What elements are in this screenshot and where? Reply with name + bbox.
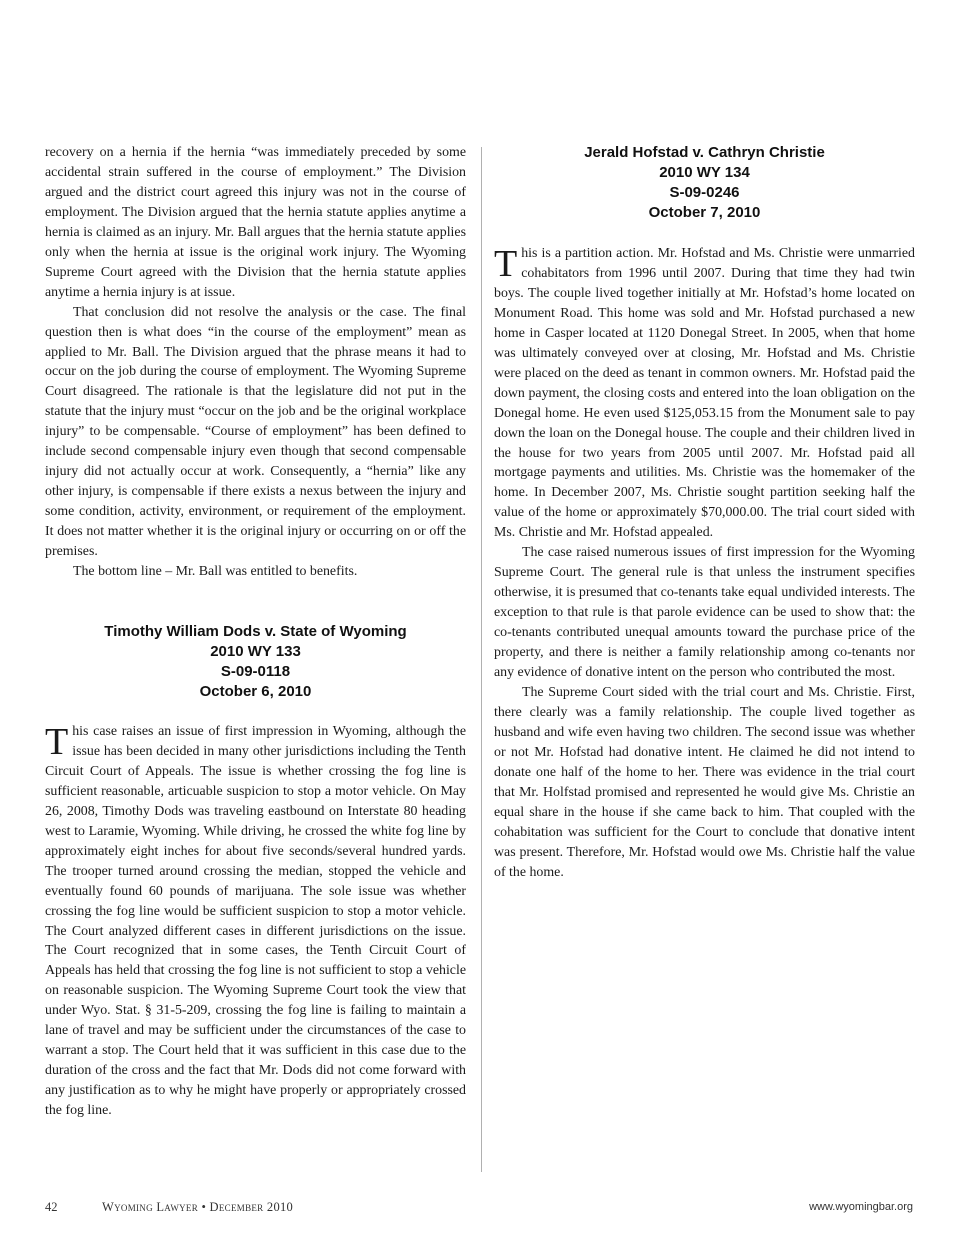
page-footer <box>45 1198 913 1216</box>
right-column <box>494 143 915 883</box>
drop-cap: T <box>45 720 69 763</box>
case-body-dods <box>45 722 466 1121</box>
website-link[interactable]: www.wyomingbar.org <box>809 1201 913 1213</box>
page-number: 42 <box>45 1200 58 1214</box>
drop-cap: T <box>494 243 518 285</box>
case-docket: S-09-0118 <box>220 662 291 680</box>
case-citation: 2010 WY 133 <box>210 642 301 660</box>
case-header-hofstad <box>494 143 915 223</box>
left-column <box>45 143 466 1121</box>
column-divider <box>481 147 482 1172</box>
body-paragraph: The case raised numerous issues of first impression for the Wyoming Supreme Court. The general rule is that unless the instrument specifies otherwise, it is presumed that co-tenants take equal undivided interests. The exception to that rule is that parole evidence can be used to show that: the co-tenants contributed unequal amounts toward the purchase price of the property, and there is neither a family relationship among co-tenants nor any evidence of donative intent on the person who contributed the most. <box>494 545 915 681</box>
body-paragraph: The Supreme Court sided with the trial court and Ms. Christie. First, there clearly was a family relationship. The couple lived together as husband and wife even having two children. The second issue was whether or not Mr. Hofstad had donative intent. He claimed he did not intend to donate one half of the home to her. There was evidence in the trial court that Mr. Holfstad promised and represented he would give Ms. Christie an equal share in the house if she came back to him. That coupled with the cohabitation was sufficient for the Court to conclude that donative intent was present. Therefore, Mr. Hofstad would owe Ms. Christie half the value of the home. <box>494 684 915 880</box>
case-header-dods <box>45 622 466 702</box>
case-title: Timothy William Dods v. State of Wyoming <box>104 622 407 640</box>
publication-title: Wyoming Lawyer • December 2010 <box>102 1200 294 1214</box>
case-title: Jerald Hofstad v. Cathryn Christie <box>584 144 825 161</box>
body-paragraph: That conclusion did not resolve the analysis or the case. The final question then is what does “in the course of the employment” mean as applied to Mr. Ball. The Division argued that the phrase means it had to occur on the job during the course of employment. The Wyoming Supreme Court disagreed. The rationale is that the legislature did not put in the statute that the injury must “occur on the job and be the original workplace injury” to be compensable. “Course of employment” has been defined to include second compensable injury even though that second compensable injury did not actually occur at work. Consequently, a “hernia” like any other injury, is compensable if there exists a nexus between the injury and some condition, activity, environment, or requirement of the employment. It does not matter whether it is the original injury or occurring on or off the premises. <box>45 304 466 560</box>
case-date: October 6, 2010 <box>199 682 312 700</box>
case-docket: S-09-0246 <box>669 184 740 201</box>
case-body-text: his case raises an issue of first impression in Wyoming, although the issue has been decided in many other jurisdictions including the Tenth Circuit Court of Appeals. The issue is whether crossing the fog line is sufficient reasonable, articuable suspicion to stop a motor vehicle. On May 26, 2008, Timothy Dods was traveling eastbound on Interstate 80 heading west to Laramie, Wyoming. While driving, he crossed the white fog line by approximately eight inches for about five seconds/several hundred yards. The trooper turned around crossing the median, stopped the vehicle and eventually found 60 pounds of marijuana. The sole issue was whether crossing the fog line would be sufficient suspicion to stop a motor vehicle. The Court analyzed different cases in different jurisdictions on the issue. The Court recognized that in some cases, the Tenth Circuit Court of Appeals has held that crossing the fog line is not sufficient to stop a vehicle on reasonable suspicion. The Wyoming Supreme Court took the view that under Wyo. Stat. § 31-5-209, crossing the fog line is failing to maintain a lane of travel and may be sufficient under the circumstances of the case to warrant a stop. The Court held that it was sufficient in this case due to the duration of the cross and the fact that Mr. Dods did not come forward with any justification as to why he might have properly or appropriately crossed the fog line. <box>45 723 466 1119</box>
body-paragraph: recovery on a hernia if the hernia “was immediately preceded by some accidental strain suffered in the course of employment.” The Division argued and the district court agreed this injury was not in the course of employment. The Division argued that the hernia statute applies anytime a hernia is claimed as an injury. Mr. Ball argues that the hernia statute applies only when the hernia at issue is the original work injury. The Wyoming Supreme Court agreed with the Division that the hernia statute applies anytime a hernia injury is at issue. <box>45 145 466 300</box>
case-body-hofstad <box>494 244 915 543</box>
body-paragraph: The bottom line – Mr. Ball was entitled to benefits. <box>73 564 358 580</box>
case-date: October 7, 2010 <box>648 204 761 221</box>
case-citation: 2010 WY 134 <box>659 164 750 181</box>
case-body-text: his is a partition action. Mr. Hofstad and Ms. Christie were unmarried cohabitators from 1996 until 2007. During that time they had twin boys. The couple lived together initially at Mr. Hofstad’s home located on Monument Road. This home was sold and Mr. Hofstad purchased a new home in Casper located at 1120 Donegal Street. In 2005, when that home was ultimately conveyed over at closing, Mr. Hofstad and Ms. Christie were placed on the deed as tenant in common owners. Mr. Hofstad paid the down payment, the closing costs and entered into the loan obligation on the Donegal home. He even used $125,053.15 from the Monument sale to pay down the loan on the Donegal house. The couple and their children lived in the house for two years from 2005 until 2007. Mr. Hofstad paid all mortgage payments and utilities. Ms. Christie was the homemaker of the home. In December 2007, Ms. Christie sought partition seeking half the value of the home or approximately $70,000.00. The trial court sided with Ms. Christie and Mr. Hofstad appealed. <box>494 246 915 541</box>
